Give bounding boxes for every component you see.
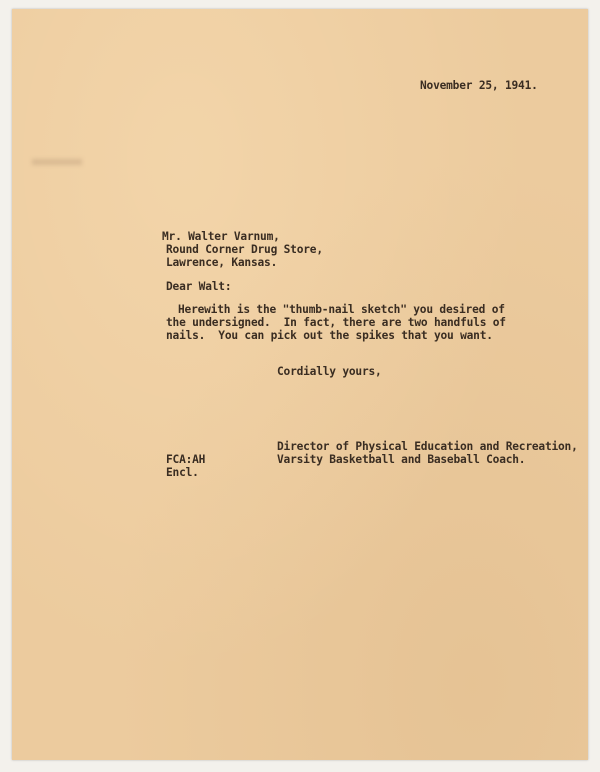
recipient-business: Round Corner Drug Store,: [166, 243, 323, 256]
body-line-1: Herewith is the "thumb-nail sketch" you desired of: [178, 303, 505, 316]
enclosure-note: Encl.: [166, 466, 199, 479]
letter-page: [12, 9, 588, 760]
salutation: Dear Walt:: [166, 280, 232, 293]
letter-date: November 25, 1941.: [420, 79, 538, 92]
reference-initials: FCA:AH: [166, 453, 206, 466]
recipient-name: Mr. Walter Varnum,: [162, 230, 280, 243]
signature-title-line-2: Varsity Basketball and Baseball Coach.: [277, 453, 526, 466]
recipient-city: Lawrence, Kansas.: [166, 256, 278, 269]
paper-smudge: [32, 159, 82, 165]
body-line-2: the undersigned. In fact, there are two handfuls of: [166, 316, 506, 329]
complimentary-close: Cordially yours,: [277, 365, 382, 378]
body-line-3: nails. You can pick out the spikes that you want.: [166, 329, 493, 342]
signature-title-line-1: Director of Physical Education and Recreation,: [277, 440, 578, 453]
